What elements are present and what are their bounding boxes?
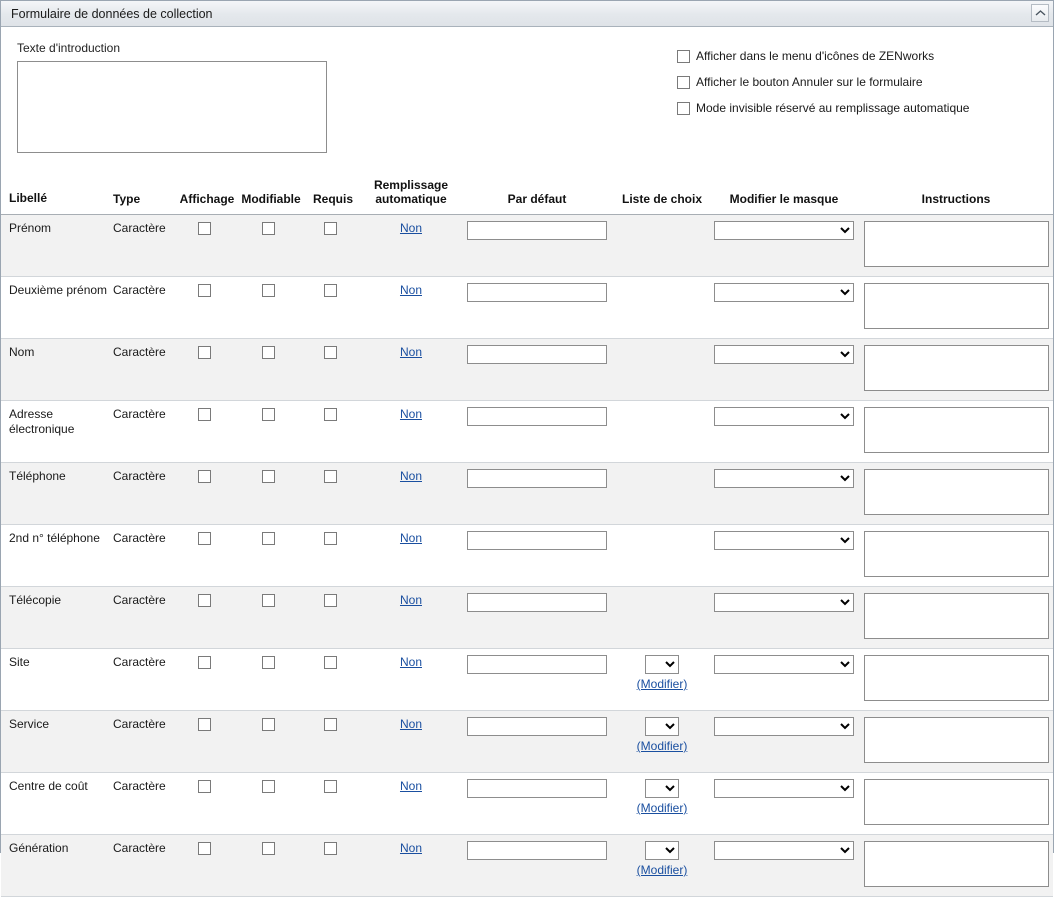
row-type: Caractère xyxy=(113,463,175,525)
row-type: Caractère xyxy=(113,215,175,277)
row-display-cell xyxy=(175,339,239,401)
row-instructions-cell xyxy=(859,277,1053,339)
row-type: Caractère xyxy=(113,711,175,773)
default-input[interactable] xyxy=(467,655,607,674)
row-default-cell xyxy=(459,277,615,339)
default-input[interactable] xyxy=(467,593,607,612)
row-edit-mask-cell xyxy=(709,525,859,587)
row-editable-cell xyxy=(239,835,303,897)
row-required-cell xyxy=(303,835,363,897)
row-autofill-cell xyxy=(363,339,459,401)
row-display-cell xyxy=(175,401,239,463)
checkbox-display[interactable] xyxy=(198,532,211,545)
instructions-textarea[interactable] xyxy=(864,841,1049,887)
form-top-area xyxy=(1,27,1053,158)
checkbox-cancel-button[interactable] xyxy=(677,76,690,89)
row-autofill-cell xyxy=(363,711,459,773)
checkbox-editable[interactable] xyxy=(262,408,275,421)
instructions-textarea[interactable] xyxy=(864,469,1049,515)
row-instructions-cell xyxy=(859,463,1053,525)
autofill-link[interactable]: Non xyxy=(399,593,422,607)
checkbox-display[interactable] xyxy=(198,718,211,731)
row-display-cell xyxy=(175,587,239,649)
row-instructions-cell xyxy=(859,649,1053,711)
row-editable-cell xyxy=(239,649,303,711)
instructions-textarea[interactable] xyxy=(864,779,1049,825)
table-row xyxy=(1,649,1053,711)
edit-mask-select[interactable] xyxy=(714,221,854,240)
default-input[interactable] xyxy=(467,345,607,364)
intro-block xyxy=(17,41,677,158)
option-label-zenworks-menu: Afficher dans le menu d'icônes de ZENworks xyxy=(696,49,935,63)
default-input[interactable] xyxy=(467,221,607,240)
autofill-link[interactable]: Non xyxy=(399,841,422,855)
checkbox-editable[interactable] xyxy=(262,470,275,483)
checkbox-required[interactable] xyxy=(324,284,337,297)
checkbox-display[interactable] xyxy=(198,346,211,359)
row-edit-mask-cell xyxy=(709,463,859,525)
edit-mask-select[interactable] xyxy=(714,655,854,674)
row-edit-mask-cell xyxy=(709,339,859,401)
row-label: Génération xyxy=(1,835,113,897)
row-default-cell xyxy=(459,587,615,649)
row-default-cell xyxy=(459,773,615,835)
row-edit-mask-cell xyxy=(709,711,859,773)
choice-list-modify-link[interactable]: (Modifier) xyxy=(636,863,688,877)
row-autofill-cell xyxy=(363,463,459,525)
edit-mask-select[interactable] xyxy=(714,283,854,302)
default-input[interactable] xyxy=(467,841,607,860)
autofill-link[interactable]: Non xyxy=(399,221,422,235)
instructions-textarea[interactable] xyxy=(864,221,1049,267)
instructions-textarea[interactable] xyxy=(864,717,1049,763)
default-input[interactable] xyxy=(467,531,607,550)
instructions-textarea[interactable] xyxy=(864,345,1049,391)
row-autofill-cell xyxy=(363,401,459,463)
row-label: Prénom xyxy=(1,215,113,277)
instructions-textarea[interactable] xyxy=(864,655,1049,701)
row-label: 2nd n° téléphone xyxy=(1,525,113,587)
row-display-cell xyxy=(175,711,239,773)
edit-mask-select[interactable] xyxy=(714,407,854,426)
col-header-default: Par défaut xyxy=(459,176,615,215)
checkbox-display[interactable] xyxy=(198,408,211,421)
table-row xyxy=(1,277,1053,339)
row-choice-list-cell xyxy=(615,773,709,835)
row-type: Caractère xyxy=(113,525,175,587)
table-row xyxy=(1,401,1053,463)
choice-list-modify-link[interactable]: (Modifier) xyxy=(636,739,688,753)
edit-mask-select[interactable] xyxy=(714,345,854,364)
edit-mask-select[interactable] xyxy=(714,593,854,612)
row-display-cell xyxy=(175,649,239,711)
table-row xyxy=(1,835,1053,897)
edit-mask-select[interactable] xyxy=(714,469,854,488)
row-instructions-cell xyxy=(859,587,1053,649)
row-default-cell xyxy=(459,401,615,463)
row-default-cell xyxy=(459,339,615,401)
instructions-textarea[interactable] xyxy=(864,283,1049,329)
options-block xyxy=(677,41,969,158)
checkbox-required[interactable] xyxy=(324,470,337,483)
checkbox-editable[interactable] xyxy=(262,656,275,669)
option-row-invisible-mode[interactable] xyxy=(677,101,969,115)
col-header-label: Libellé xyxy=(1,176,113,215)
edit-mask-select[interactable] xyxy=(714,717,854,736)
row-required-cell xyxy=(303,215,363,277)
row-type: Caractère xyxy=(113,277,175,339)
row-display-cell xyxy=(175,773,239,835)
checkbox-editable[interactable] xyxy=(262,718,275,731)
row-type: Caractère xyxy=(113,773,175,835)
row-editable-cell xyxy=(239,339,303,401)
choice-list-modify-link[interactable]: (Modifier) xyxy=(636,677,688,691)
row-edit-mask-cell xyxy=(709,401,859,463)
table-header-row xyxy=(1,176,1053,215)
checkbox-required[interactable] xyxy=(324,222,337,235)
row-instructions-cell xyxy=(859,401,1053,463)
row-display-cell xyxy=(175,525,239,587)
row-default-cell xyxy=(459,525,615,587)
checkbox-required[interactable] xyxy=(324,842,337,855)
autofill-link[interactable]: Non xyxy=(399,779,422,793)
row-label: Nom xyxy=(1,339,113,401)
row-display-cell xyxy=(175,463,239,525)
option-label-cancel-button: Afficher le bouton Annuler sur le formulaire xyxy=(696,75,923,89)
col-header-edit-mask: Modifier le masque xyxy=(709,176,859,215)
checkbox-editable[interactable] xyxy=(262,346,275,359)
row-type: Caractère xyxy=(113,835,175,897)
row-label: Centre de coût xyxy=(1,773,113,835)
row-editable-cell xyxy=(239,401,303,463)
col-header-autofill: Remplissage automatique xyxy=(363,176,459,215)
autofill-link[interactable]: Non xyxy=(399,345,422,359)
edit-mask-select[interactable] xyxy=(714,531,854,550)
row-default-cell xyxy=(459,463,615,525)
row-default-cell xyxy=(459,711,615,773)
col-header-instructions: Instructions xyxy=(859,176,1053,215)
row-editable-cell xyxy=(239,773,303,835)
checkbox-required[interactable] xyxy=(324,532,337,545)
row-display-cell xyxy=(175,215,239,277)
default-input[interactable] xyxy=(467,283,607,302)
row-autofill-cell xyxy=(363,215,459,277)
row-choice-list-cell xyxy=(615,835,709,897)
row-choice-list-cell xyxy=(615,401,709,463)
default-input[interactable] xyxy=(467,469,607,488)
row-choice-list-cell xyxy=(615,277,709,339)
row-edit-mask-cell xyxy=(709,587,859,649)
autofill-link[interactable]: Non xyxy=(399,469,422,483)
row-label: Télécopie xyxy=(1,587,113,649)
row-instructions-cell xyxy=(859,835,1053,897)
row-edit-mask-cell xyxy=(709,649,859,711)
checkbox-invisible-mode[interactable] xyxy=(677,102,690,115)
fields-table xyxy=(1,176,1053,897)
row-display-cell xyxy=(175,835,239,897)
checkbox-editable[interactable] xyxy=(262,532,275,545)
option-label-invisible-mode: Mode invisible réservé au remplissage automatique xyxy=(696,101,970,115)
checkbox-required[interactable] xyxy=(324,718,337,731)
autofill-link[interactable]: Non xyxy=(399,717,422,731)
row-editable-cell xyxy=(239,587,303,649)
autofill-link[interactable]: Non xyxy=(399,531,422,545)
checkbox-required[interactable] xyxy=(324,780,337,793)
checkbox-display[interactable] xyxy=(198,842,211,855)
row-instructions-cell xyxy=(859,711,1053,773)
table-row xyxy=(1,711,1053,773)
autofill-link[interactable]: Non xyxy=(399,407,422,421)
row-required-cell xyxy=(303,463,363,525)
checkbox-required[interactable] xyxy=(324,656,337,669)
row-label: Adresse électronique xyxy=(1,401,113,463)
col-header-type: Type xyxy=(113,176,175,215)
autofill-link[interactable]: Non xyxy=(399,655,422,669)
row-type: Caractère xyxy=(113,649,175,711)
row-instructions-cell xyxy=(859,339,1053,401)
row-choice-list-cell xyxy=(615,649,709,711)
choice-list-select[interactable] xyxy=(645,779,679,798)
row-required-cell xyxy=(303,277,363,339)
row-choice-list-cell xyxy=(615,215,709,277)
row-choice-list-cell xyxy=(615,463,709,525)
row-instructions-cell xyxy=(859,525,1053,587)
default-input[interactable] xyxy=(467,407,607,426)
checkbox-display[interactable] xyxy=(198,656,211,669)
col-header-display: Affichage xyxy=(175,176,239,215)
row-edit-mask-cell xyxy=(709,277,859,339)
row-autofill-cell xyxy=(363,277,459,339)
choice-list-select[interactable] xyxy=(645,655,679,674)
row-edit-mask-cell xyxy=(709,835,859,897)
row-required-cell xyxy=(303,525,363,587)
row-required-cell xyxy=(303,773,363,835)
row-choice-list-cell xyxy=(615,587,709,649)
row-required-cell xyxy=(303,649,363,711)
edit-mask-select[interactable] xyxy=(714,779,854,798)
table-row xyxy=(1,773,1053,835)
instructions-textarea[interactable] xyxy=(864,593,1049,639)
table-row xyxy=(1,525,1053,587)
row-editable-cell xyxy=(239,215,303,277)
col-header-required: Requis xyxy=(303,176,363,215)
checkbox-editable[interactable] xyxy=(262,780,275,793)
checkbox-editable[interactable] xyxy=(262,842,275,855)
checkbox-display[interactable] xyxy=(198,222,211,235)
row-choice-list-cell xyxy=(615,339,709,401)
checkbox-required[interactable] xyxy=(324,594,337,607)
table-row xyxy=(1,463,1053,525)
checkbox-display[interactable] xyxy=(198,780,211,793)
checkbox-display[interactable] xyxy=(198,594,211,607)
default-input[interactable] xyxy=(467,779,607,798)
row-default-cell xyxy=(459,835,615,897)
panel-header xyxy=(1,1,1053,27)
checkbox-editable[interactable] xyxy=(262,222,275,235)
row-autofill-cell xyxy=(363,649,459,711)
row-edit-mask-cell xyxy=(709,215,859,277)
row-editable-cell xyxy=(239,463,303,525)
table-row xyxy=(1,215,1053,277)
row-type: Caractère xyxy=(113,587,175,649)
option-row-cancel-button[interactable] xyxy=(677,75,969,89)
default-input[interactable] xyxy=(467,717,607,736)
checkbox-required[interactable] xyxy=(324,408,337,421)
row-type: Caractère xyxy=(113,339,175,401)
instructions-textarea[interactable] xyxy=(864,407,1049,453)
row-instructions-cell xyxy=(859,773,1053,835)
intro-label: Texte d'introduction xyxy=(17,41,121,55)
row-default-cell xyxy=(459,215,615,277)
checkbox-zenworks-menu[interactable] xyxy=(677,50,690,63)
row-label: Site xyxy=(1,649,113,711)
row-choice-list-cell xyxy=(615,711,709,773)
row-label: Service xyxy=(1,711,113,773)
intro-textarea[interactable] xyxy=(17,61,327,153)
row-type: Caractère xyxy=(113,401,175,463)
table-row xyxy=(1,587,1053,649)
checkbox-editable[interactable] xyxy=(262,284,275,297)
row-choice-list-cell xyxy=(615,525,709,587)
choice-list-select[interactable] xyxy=(645,717,679,736)
row-autofill-cell xyxy=(363,835,459,897)
col-header-editable: Modifiable xyxy=(239,176,303,215)
row-label: Téléphone xyxy=(1,463,113,525)
row-autofill-cell xyxy=(363,773,459,835)
row-required-cell xyxy=(303,339,363,401)
row-editable-cell xyxy=(239,711,303,773)
option-row-zenworks-menu[interactable] xyxy=(677,49,969,63)
checkbox-required[interactable] xyxy=(324,346,337,359)
row-label: Deuxième prénom xyxy=(1,277,113,339)
instructions-textarea[interactable] xyxy=(864,531,1049,577)
row-autofill-cell xyxy=(363,587,459,649)
row-editable-cell xyxy=(239,525,303,587)
chevron-up-icon[interactable] xyxy=(1031,4,1049,22)
row-required-cell xyxy=(303,587,363,649)
checkbox-display[interactable] xyxy=(198,470,211,483)
checkbox-display[interactable] xyxy=(198,284,211,297)
row-editable-cell xyxy=(239,277,303,339)
autofill-link[interactable]: Non xyxy=(399,283,422,297)
row-instructions-cell xyxy=(859,215,1053,277)
checkbox-editable[interactable] xyxy=(262,594,275,607)
row-default-cell xyxy=(459,649,615,711)
row-required-cell xyxy=(303,401,363,463)
edit-mask-select[interactable] xyxy=(714,841,854,860)
row-edit-mask-cell xyxy=(709,773,859,835)
row-display-cell xyxy=(175,277,239,339)
row-required-cell xyxy=(303,711,363,773)
row-autofill-cell xyxy=(363,525,459,587)
choice-list-modify-link[interactable]: (Modifier) xyxy=(636,801,688,815)
choice-list-select[interactable] xyxy=(645,841,679,860)
col-header-choice-list: Liste de choix xyxy=(615,176,709,215)
table-row xyxy=(1,339,1053,401)
page-title: Formulaire de données de collection xyxy=(11,6,213,21)
